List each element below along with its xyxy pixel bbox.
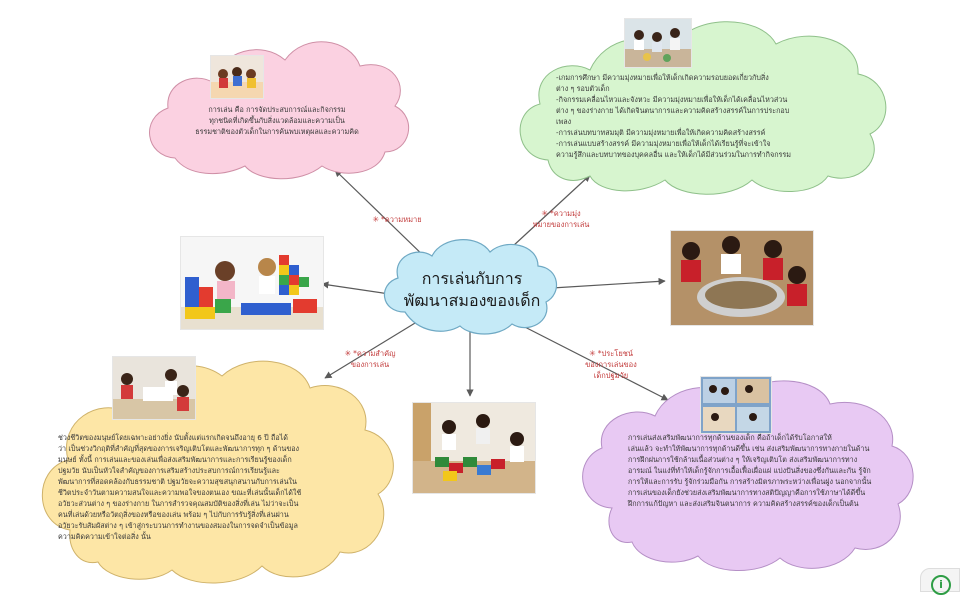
label-goals-line2: หมายของการเล่น [532,220,590,229]
connector-right-photo [552,281,665,288]
meaning-text: การเล่น คือ การจัดประสบการณ์และกิจกรรม ทุกชนิดที่เกิดขึ้นกับสิ่งแวดล้อมและความเป็น ธรรมชาติของตัวเด็กในการค้นพบเหตุผลและความคิด [195,105,359,136]
photo-blocks-left [180,236,324,330]
label-goals [520,208,602,230]
center-title [392,268,552,312]
label-importance-line2: ของการเล่น [350,360,390,369]
photo-benefits-image [701,377,771,433]
goals-text: -เกมการศึกษา มีความมุ่งหมายเพื่อให้เด็กเกิดความรอบยอดเกี่ยวกับสิ่ง ต่าง ๆ รอบตัวเด็ก -กิจกรรมเคลื่อนไหวและจังหวะ มีความมุ่งหมายเพื่อให้เด็กได้เคลื่อนไหวส่วน ต่าง ๆ ของร่างกาย ได้เกิดจินตนาการและความคิดสร้างสรรค์ในการประกอบ เพลง -การเล่นบทบาทสมมุติ มีความมุ่งหมายเพื่อให้เกิดความคิดสร้างสรรค์ -การเล่นแบบสร้างสรรค์ มีความมุ่งหมายเพื่อให้เด็กได้เรียนรู้ที่จะเข้าใจ ความรู้สึกและบทบาทของบุคคลอื่น และให้เด็กได้มีส่วนร่วมในการทำกิจกรรม [556,73,792,159]
photo-goals [624,18,692,68]
photo-sand-right [670,230,814,326]
photo-goals-image [625,19,691,67]
label-importance [334,348,406,370]
label-goals-line1: *ความมุ่ง [549,209,581,218]
label-benefits-line3: เด็กปฐมวัย [593,371,629,380]
photo-blocks-left-image [181,237,323,329]
label-benefits-line2: ของการเล่นของ [585,360,637,369]
photo-importance [112,356,196,420]
help-button[interactable] [920,568,960,592]
speech-bubble-icon: ✳ [344,349,352,358]
photo-meaning [210,55,264,99]
label-meaning-line1: *ความหมาย [381,215,422,224]
photo-blocks-bottom [412,402,536,494]
photo-sand-right-image [671,231,813,325]
importance-text: ช่วงชีวิตของมนุษย์โดยเฉพาะอย่างยิ่ง นับตั้งแต่แรกเกิดจนถึงอายุ 6 ปี ถือได้ ว่า เป็นช่วงวิกฤติที่สำคัญที่สุดของการเจริญเติบโตและพัฒนาการทุก ๆ ด้านของ มนุษย์ ทั้งนี้ การเล่นและของเล่นเพื่อส่งเสริมพัฒนาการและการเรียนรู้ของเด็ก ปฐมวัย นับเป็นหัวใจสำคัญของการเสริมสร้างประสบการณ์การเรียนรู้และ พัฒนาการที่สอดคล้องกับธรรมชาติ ปฐมวัยจะความสุขสนุกสนานกับการเล่นใน ชีวิตประจำวันตามความสนใจและความพอใจของตนเอง ขณะที่เล่นนั้นเด็กได้ใช้ อวัยวะส่วนต่าง ๆ ของร่างกาย ในการสำรวจคุณสมบัติของสิ่งที่เล่น ไม่ว่าจะเป็น คนที่เล่นด้วยหรือวัตถุสิ่งของหรือของเล่น พร้อม ๆ ไปกับการรับรู้สิ่งที่เล่นผ่าน อวัยวะรับสัมผัสต่าง ๆ เข้าสู่กระบวนการทำงานของสมองในการจดจำเป็นข้อมูล ความคิดความเข้าใจต่อสิ่ง นั้น [58,433,302,541]
photo-benefits [700,376,772,434]
center-title-line1: การเล่นกับการ [421,269,523,288]
info-icon: i [931,575,951,595]
label-benefits-line1: *ประโยชน์ [597,349,633,358]
party-icon: ✳ [372,215,380,224]
confetti-icon: ✳ [541,209,548,218]
sparkle-icon: ✳ [589,349,596,358]
benefits-text: การเล่นส่งเสริมพัฒนาการทุกด้านของเด็ก คือถ้าเด็กได้รับโอกาสให้ เล่นแล้ว จะทำให้พัฒนาการทุกด้านดีขึ้น เช่น ส่งเสริมพัฒนาการทางกายในด้าน การฝึกฝนการใช้กล้ามเนื้อส่วนต่าง ๆ ให้เจริญเติบโต ส่งเสริมพัฒนาการทาง อารมณ์ ในแง่ที่ทำให้เด็กรู้จักการเอื้อเฟื้อเผื่อแผ่ แบ่งปันสิ่งของซึ่งกันและกัน รู้จัก การให้และการรับ รู้จักร่วมมือกัน การสร้างมิตรภาพระหว่างเพื่อนฝูง นอกจากนั้น การเล่นของเด็กยังช่วยส่งเสริมพัฒนาการทางสติปัญญาคือการใช้ภาษาได้ดีขึ้น ฝึกการแก้ปัญหา และส่งเสริมจินตนาการ ความคิดสร้างสรรค์ของเด็กเป็นต้น [628,433,872,508]
label-meaning [362,214,432,225]
label-importance-line1: *ความสำคัญ [353,349,396,358]
photo-blocks-bottom-image [413,403,535,493]
photo-meaning-image [211,56,263,98]
center-title-line2: พัฒนาสมองของเด็ก [403,291,541,310]
label-benefits [572,348,650,381]
photo-importance-image [113,357,195,419]
